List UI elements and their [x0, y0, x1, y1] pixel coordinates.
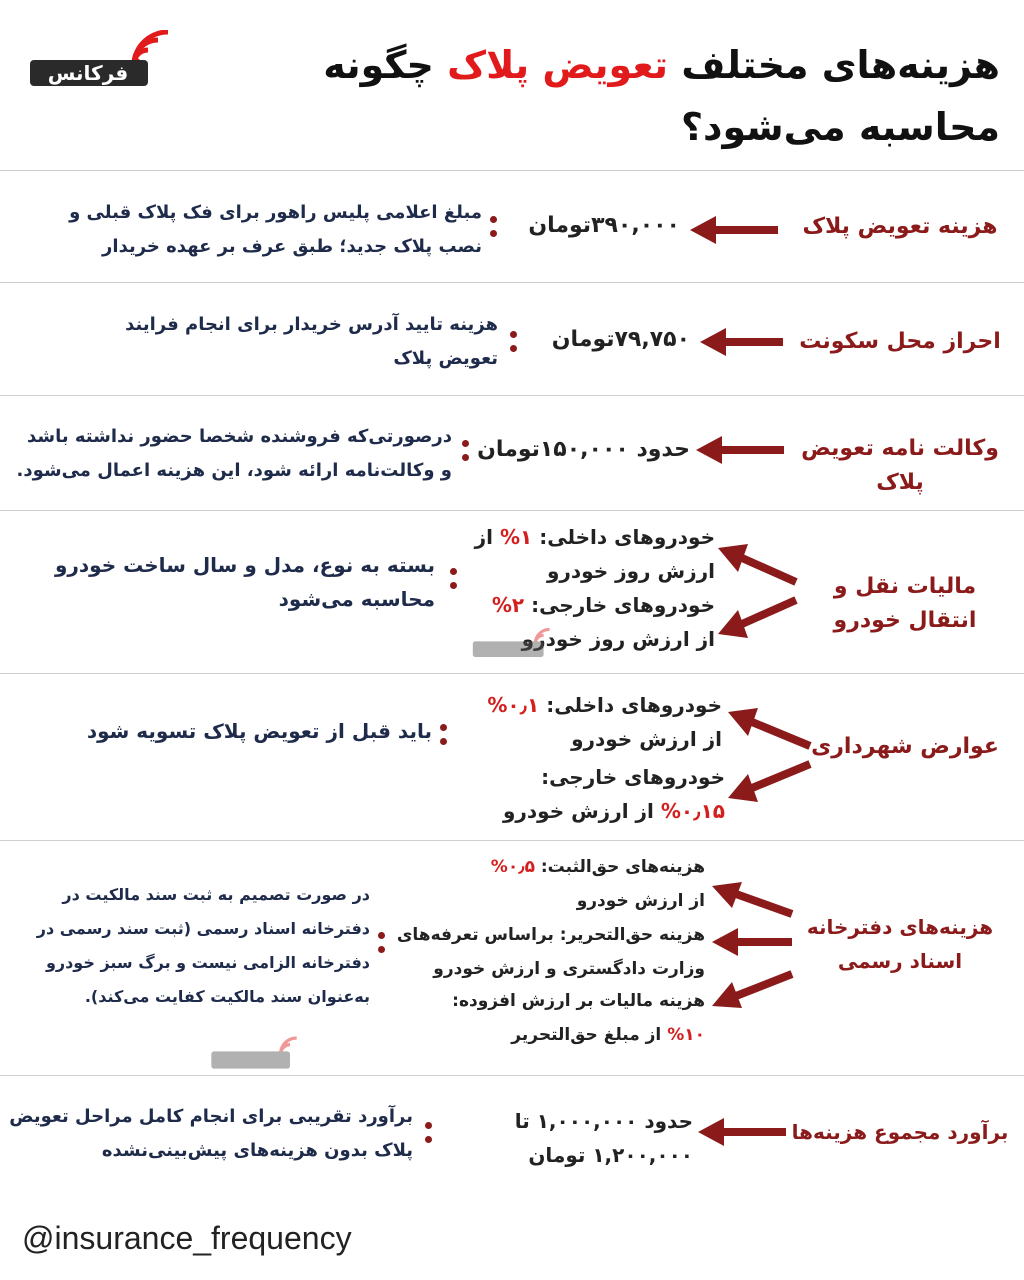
item-label: هزینه‌های حق‌الثبت:	[534, 857, 705, 877]
description-text: در صورت تصمیم به ثبت سند مالکیت در دفترخانه اسناد رسمی (ثبت سند رسمی در دفترخانه الزامی نیست و برگ سبز خودرو به‌عنوان سند مالکیت کفایت می‌کند).	[36, 885, 370, 1006]
description-text: برآورد تقریبی برای انجام کامل مراحل تعویض پلاک بدون هزینه‌های پیش‌بینی‌نشده	[9, 1106, 413, 1161]
item-percent: ۰٫۱۵%	[660, 799, 725, 823]
category-label: برآورد مجموع هزینه‌ها	[791, 1120, 1009, 1144]
category-label: وکالت نامه تعویض پلاک	[801, 436, 999, 495]
arrow-left-icon	[690, 212, 780, 248]
description-text: مبلغ اعلامی پلیس راهور برای فک پلاک قبلی و نصب پلاک جدید؛ طبق عرف بر عهده خریدار	[69, 202, 482, 257]
page-title	[200, 34, 1000, 158]
item-label: هزینه مالیات بر ارزش افزوده:	[452, 991, 705, 1011]
category-label: هزینه‌های دفترخانه اسناد رسمی	[806, 915, 994, 973]
item-percent: ۲%	[491, 593, 525, 617]
description-text: بسته به نوع، مدل و سال ساخت خودرو محاسبه می‌شود	[54, 553, 435, 611]
item-percent: ۱۰%	[667, 1025, 705, 1045]
arrow-left-icon	[712, 924, 794, 960]
divider	[0, 395, 1024, 396]
arrow-up-left-icon	[718, 542, 800, 592]
header	[0, 0, 1024, 160]
watermark-logo-icon	[206, 1030, 306, 1074]
description-text: هزینه تایید آدرس خریدار برای انجام فرایند تعویض پلاک	[125, 314, 498, 369]
list-item	[470, 688, 722, 756]
watermark-logo-icon	[468, 622, 558, 662]
arrow-down-left-icon	[712, 966, 794, 1010]
divider	[0, 510, 1024, 511]
logo-icon	[22, 30, 172, 92]
colon-marker	[440, 722, 448, 748]
item-percent: ۱%	[500, 525, 533, 549]
value-text: حدود ۱۵۰,۰۰۰تومان	[477, 437, 690, 462]
footer-handle: @insurance_frequency	[22, 1220, 352, 1256]
title-highlight: تعویض پلاک	[447, 43, 669, 87]
value-text: ۷۹,۷۵۰تومان	[551, 327, 690, 352]
list-item	[470, 760, 725, 828]
arrow-down-left-icon	[728, 754, 813, 804]
colon-marker	[425, 1120, 433, 1146]
item-label: خودروهای خارجی:	[524, 593, 715, 617]
arrow-up-left-icon	[712, 880, 794, 924]
arrow-left-icon	[698, 1114, 788, 1150]
list-item	[470, 850, 705, 918]
item-label: خودروهای داخلی:	[539, 693, 722, 717]
description-text: درصورتی‌که فروشنده شخصا حضور نداشته باشد و وکالت‌نامه ارائه شود، این هزینه اعمال می‌شود.	[16, 426, 452, 481]
divider	[0, 170, 1024, 171]
list-item	[410, 984, 705, 1052]
title-part2: چگونه محاسبه می‌شود؟	[323, 43, 1000, 149]
colon-marker	[450, 566, 458, 592]
title-part1: هزینه‌های مختلف	[681, 43, 1000, 87]
colon-marker	[378, 930, 386, 956]
category-label: احراز محل سکونت	[799, 329, 1001, 354]
arrow-down-left-icon	[718, 590, 800, 640]
arrow-up-left-icon	[728, 706, 813, 756]
divider	[0, 1075, 1024, 1076]
divider	[0, 282, 1024, 283]
item-label: خودروهای داخلی:	[532, 525, 715, 549]
value-text: حدود ۱,۰۰۰,۰۰۰ تا ۱,۲۰۰,۰۰۰ تومان	[514, 1109, 693, 1167]
item-suffix: از ارزش خودرو	[502, 799, 661, 823]
category-label: مالیات نقل و انتقال خودرو	[833, 574, 977, 633]
item-percent: ۰٫۱%	[487, 693, 540, 717]
item-suffix: از ارزش روز خودرو	[521, 627, 715, 651]
item-suffix: از مبلغ حق‌التحریر	[511, 1025, 668, 1045]
colon-marker	[462, 438, 470, 464]
list-item	[395, 918, 705, 986]
item-suffix: از ارزش خودرو	[576, 891, 705, 911]
divider	[0, 840, 1024, 841]
category-label: هزینه تعویض پلاک	[802, 214, 998, 239]
arrow-left-icon	[700, 324, 785, 360]
colon-marker	[490, 214, 498, 240]
item-label: خودروهای خارجی:	[541, 765, 725, 789]
description-text: باید قبل از تعویض پلاک تسویه شود	[86, 719, 432, 743]
item-label: هزینه حق‌التحریر: براساس تعرفه‌های وزارت دادگستری و ارزش خودرو	[396, 925, 705, 979]
item-suffix: از ارزش روز خودرو	[474, 525, 715, 583]
arrow-left-icon	[696, 432, 786, 468]
item-suffix: از ارزش خودرو	[571, 727, 722, 751]
colon-marker	[510, 329, 518, 355]
category-label: عوارض شهرداری	[811, 734, 999, 759]
value-text: ۳۹۰,۰۰۰تومان	[528, 213, 680, 238]
divider	[0, 673, 1024, 674]
list-item	[470, 520, 715, 588]
item-percent: ۰٫۵%	[490, 857, 535, 877]
logo-text: فرکانس	[47, 61, 129, 85]
